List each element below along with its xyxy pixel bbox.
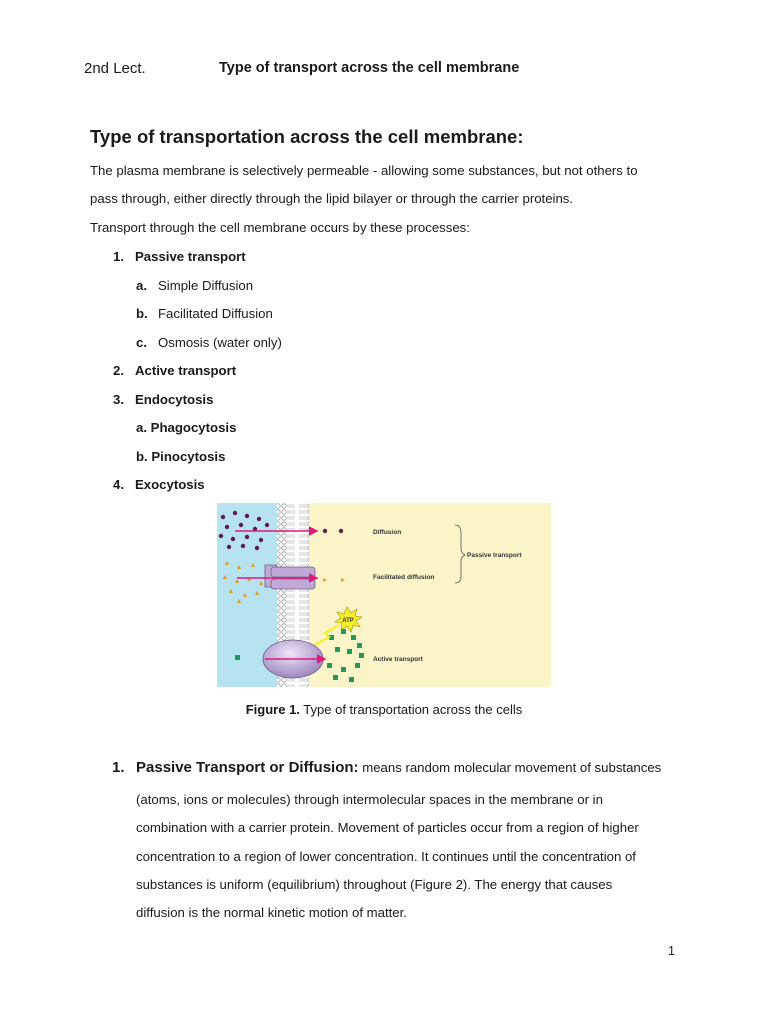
section-1-line-3: combination with a carrier protein. Movement of particles occur from a region of higher: [136, 820, 639, 835]
list-number: 2.: [113, 363, 124, 378]
section-title: Passive Transport or Diffusion:: [136, 759, 359, 776]
intracellular-region: [309, 503, 551, 687]
list-label: Endocytosis: [135, 392, 214, 407]
list-label: Passive transport: [135, 249, 246, 264]
passive-transport-label: Passive transport: [467, 552, 522, 559]
active-transport-label: Active transport: [373, 656, 423, 663]
list-item-facilitated-diffusion: [136, 306, 273, 321]
page-number: 1: [668, 944, 675, 958]
main-heading: Type of transportation across the cell membrane:: [90, 126, 524, 147]
section-number: 1.: [112, 759, 125, 776]
section-1-line-4: concentration to a region of lower concentration. It continues until the concentration of: [136, 849, 636, 864]
intro-line-3: Transport through the cell membrane occurs by these processes:: [90, 220, 470, 235]
caption-label: Figure 1.: [245, 702, 300, 717]
diffusion-label: Diffusion: [373, 529, 402, 536]
channel-protein: [271, 567, 315, 577]
lecture-number: 2nd Lect.: [84, 60, 146, 77]
list-label: Exocytosis: [135, 477, 205, 492]
list-label: Osmosis (water only): [158, 335, 282, 350]
intro-line-1: The plasma membrane is selectively permeable - allowing some substances, but not others to: [90, 163, 638, 178]
list-item-endocytosis: [113, 392, 213, 407]
figure-svg: [217, 503, 551, 687]
section-1-line-2: (atoms, ions or molecules) through intermolecular spaces in the membrane or in: [136, 792, 603, 807]
facilitated-diffusion-label: Facilitated diffusion: [373, 574, 435, 581]
list-item-osmosis: [136, 335, 282, 350]
figure-caption: [0, 702, 768, 717]
list-letter: c.: [136, 335, 147, 350]
list-letter: a.: [136, 278, 147, 293]
list-item-passive-transport: [113, 249, 246, 264]
caption-text: Type of transportation across the cells: [299, 702, 523, 717]
atp-label: ATP: [342, 618, 354, 624]
list-number: 4.: [113, 477, 124, 492]
list-label: Active transport: [135, 363, 237, 378]
list-item-simple-diffusion: [136, 278, 253, 293]
section-1-line-6: diffusion is the normal kinetic motion of matter.: [136, 905, 407, 920]
section-1-heading: [112, 759, 661, 776]
list-item-pinocytosis: b. Pinocytosis: [136, 449, 226, 464]
intro-line-2: pass through, either directly through the lipid bilayer or through the carrier proteins.: [90, 191, 574, 206]
section-lead: means random molecular movement of substances: [358, 760, 662, 775]
list-item-exocytosis: [113, 477, 205, 492]
membrane-transport-figure: [217, 503, 551, 687]
header-title: Type of transport across the cell membrane: [219, 60, 520, 76]
list-item-phagocytosis: a. Phagocytosis: [136, 420, 237, 435]
list-number: 1.: [113, 249, 124, 264]
list-letter: b.: [136, 306, 148, 321]
list-number: 3.: [113, 392, 124, 407]
list-label: Facilitated Diffusion: [158, 306, 273, 321]
list-item-active-transport: [113, 363, 236, 378]
list-label: Simple Diffusion: [158, 278, 254, 293]
section-1-line-5: substances is uniform (equilibrium) throughout (Figure 2). The energy that causes: [136, 877, 613, 892]
